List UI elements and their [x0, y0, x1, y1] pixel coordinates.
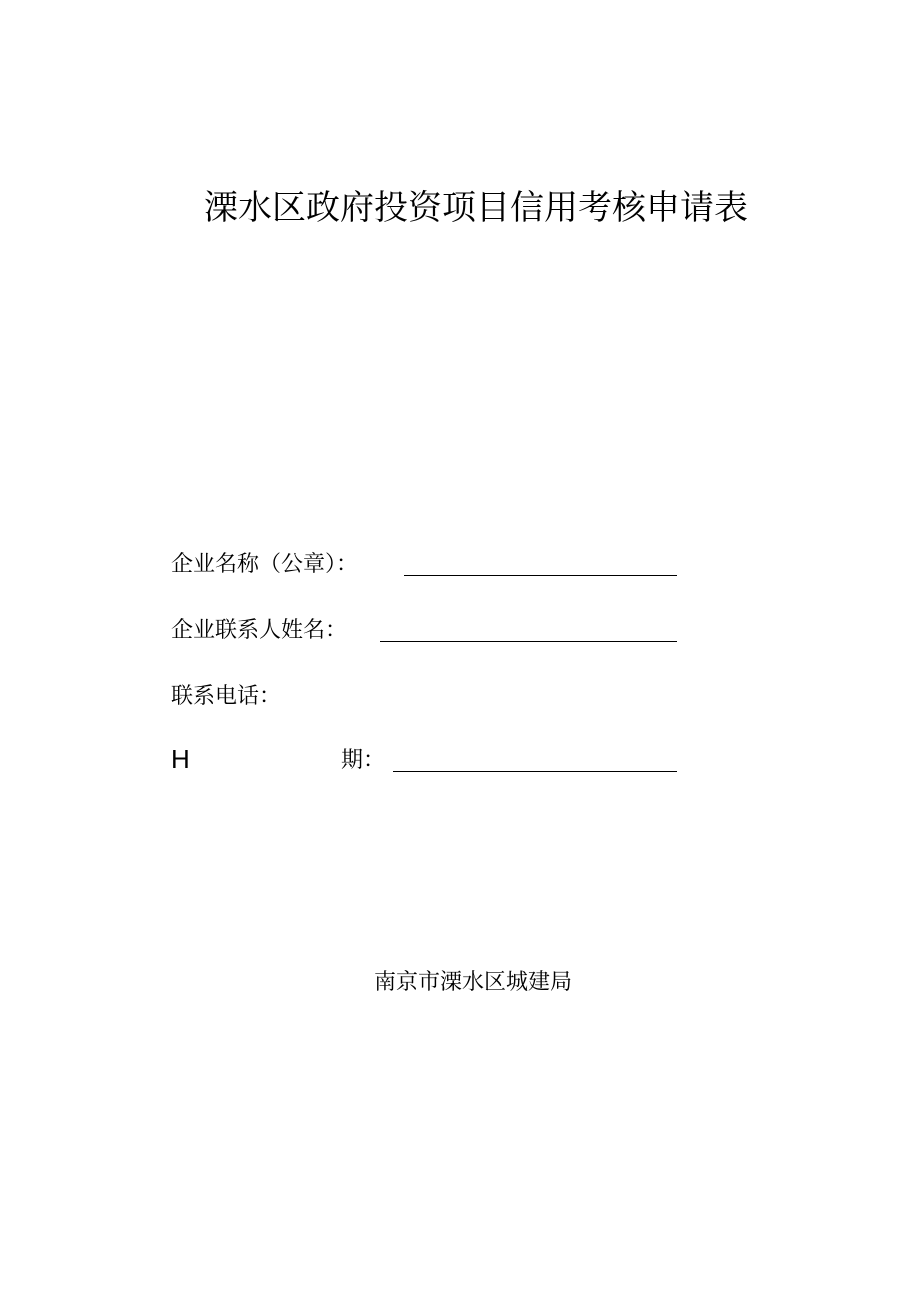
date-field	[171, 744, 681, 778]
date-label-qi: 期：	[341, 748, 386, 773]
form-title: 溧水区政府投资项目信用考核申请表	[204, 188, 748, 228]
company-name-field	[171, 548, 681, 582]
date-blank[interactable]	[393, 771, 677, 772]
date-label-h: H	[171, 744, 190, 774]
contact-person-blank[interactable]	[380, 641, 677, 642]
contact-person-label: 企业联系人姓名：	[171, 618, 348, 643]
company-name-label: 企业名称（公章）：	[171, 552, 359, 577]
contact-person-field	[171, 614, 681, 648]
phone-field	[171, 680, 681, 714]
phone-label: 联系电话：	[171, 684, 282, 709]
company-name-blank[interactable]	[404, 575, 677, 576]
issuing-authority: 南京市溧水区城建局	[373, 970, 572, 995]
